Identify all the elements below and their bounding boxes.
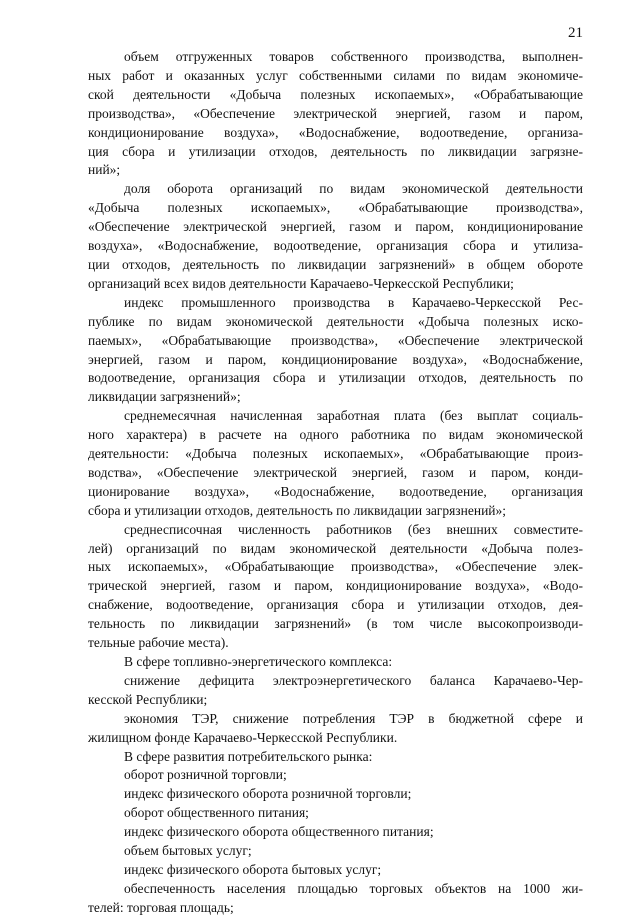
text-line: индекс физического оборота бытовых услуг; (124, 861, 382, 877)
text-line: оборот общественного питания; (124, 805, 309, 821)
text-line: снабжение, водоотведение, организация сбора и утилизации отходов, дея- (88, 597, 583, 613)
text-line: ний»; (88, 162, 121, 178)
text-line: «Добыча полезных ископаемых», «Обрабатывающие производства», (88, 200, 583, 216)
paragraph (88, 180, 583, 293)
text-line: обеспеченность населения площадью торговых объектов на 1000 жи- (124, 880, 583, 896)
text-line: снижение дефицита электроэнергетического баланса Карачаево-Чер- (124, 672, 583, 688)
text-line: объем бытовых услуг; (124, 843, 252, 859)
text-line: среднемесячная начисленная заработная плата (без выплат социаль- (124, 408, 583, 424)
paragraph (88, 861, 583, 880)
text-line: энергией, газом и паром, кондиционирование воздуха», «Водоснабжение, (88, 351, 583, 367)
paragraph (88, 521, 583, 653)
text-line: оборот розничной торговли; (124, 767, 287, 783)
text-line: водоотведение, организация сбора и утилизации отходов, деятельность по (88, 370, 583, 386)
paragraph (88, 710, 583, 748)
paragraph (88, 766, 583, 785)
text-line: ции отходов, деятельность по ликвидации загрязнений» в общем обороте (88, 256, 583, 272)
text-line: сбора и утилизации отходов, деятельность по ликвидации загрязнений»; (88, 502, 507, 518)
paragraph (88, 785, 583, 804)
text-line: индекс физического оборота общественного питания; (124, 824, 434, 840)
paragraph (88, 294, 583, 407)
paragraph (88, 748, 583, 767)
paragraph (88, 804, 583, 823)
text-line: производства», «Обеспечение электрической энергией, газом и паром, (88, 105, 583, 121)
text-line: индекс физического оборота розничной торговли; (124, 786, 412, 802)
text-line: ных ископаемых», «Обрабатывающие производства», «Обеспечение элек- (88, 559, 583, 575)
paragraph (88, 48, 583, 180)
text-line: экономия ТЭР, снижение потребления ТЭР в бюджетной сфере и (124, 710, 583, 726)
text-line: водства», «Обеспечение электрической энергией, газом и паром, конди- (88, 464, 583, 480)
text-line: доля оборота организаций по видам экономической деятельности (124, 181, 583, 197)
text-line: телей: торговая площадь; (88, 899, 234, 915)
text-line: ного характера) в расчете на одного работника по видам экономической (88, 427, 583, 443)
text-line: трической энергией, газом и паром, кондиционирование воздуха», «Водо- (88, 578, 583, 594)
text-line: паемых», «Обрабатывающие производства», «Обеспечение электрической (88, 332, 583, 348)
text-line: тельные рабочие места). (88, 635, 229, 651)
paragraph (88, 407, 583, 520)
paragraph (88, 880, 583, 918)
paragraph (88, 653, 583, 672)
text-line: кондиционирование воздуха», «Водоснабжение, водоотведение, организа- (88, 124, 583, 140)
text-line: ных работ и оказанных услуг собственными силами по видам экономиче- (88, 67, 583, 83)
text-line: ликвидации загрязнений»; (88, 389, 241, 405)
text-line: «Обеспечение электрической энергией, газом и паром, кондиционирование (88, 219, 583, 235)
text-line: лей) организаций по видам экономической деятельности «Добыча полез- (88, 540, 583, 556)
text-line: ционирование воздуха», «Водоснабжение, водоотведение, организация (88, 483, 583, 499)
text-line: ской деятельности «Добыча полезных ископаемых», «Обрабатывающие (88, 86, 583, 102)
text-line: деятельности: «Добыча полезных ископаемых», «Обрабатывающие произ- (88, 446, 583, 462)
text-line: воздуха», «Водоснабжение, водоотведение, организация сбора и утилиза- (88, 238, 583, 254)
text-line: В сфере топливно-энергетического комплекса: (124, 654, 393, 669)
paragraph (88, 842, 583, 861)
text-line: индекс промышленного производства в Карачаево-Черкесской Рес- (124, 294, 583, 310)
text-line: ция сбора и утилизации отходов, деятельность по ликвидации загрязне- (88, 143, 583, 159)
text-line: объем отгруженных товаров собственного производства, выполнен- (124, 49, 583, 64)
text-line: организаций всех видов деятельности Карачаево-Черкесской Республики; (88, 275, 514, 291)
text-line: тельность по ликвидации загрязнений» (в том числе высокопроизводи- (88, 616, 583, 632)
paragraph (88, 823, 583, 842)
text-line: жилищном фонде Карачаево-Черкесской Республики. (88, 729, 398, 745)
text-line: публике по видам экономической деятельности «Добыча полезных иско- (88, 313, 583, 329)
text-line: среднесписочная численность работников (без внешних совместите- (124, 521, 583, 537)
text-line: кесской Республики; (88, 691, 208, 707)
document-body (88, 48, 583, 918)
page-number: 21 (568, 25, 583, 41)
text-line: В сфере развития потребительского рынка: (124, 748, 373, 764)
paragraph (88, 672, 583, 710)
